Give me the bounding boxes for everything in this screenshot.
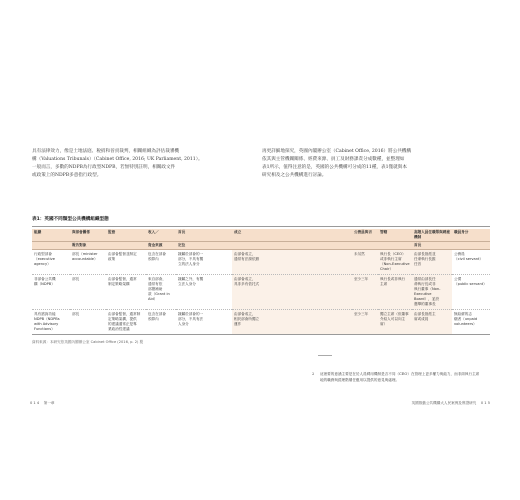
left-paragraph: [32, 148, 250, 180]
footnote-rule: [318, 355, 332, 356]
table-row: [32, 275, 490, 310]
left-paragraph-line: 一般而言，多數的NDPB為行政型NDPB，若無特別註明，相關政文件: [32, 165, 176, 170]
cell-organization: 行政型部會 （executive agency）: [32, 250, 70, 275]
header-management: 管轄: [378, 229, 412, 242]
table-source-note: 資料來源：本研究依英國內閣辦公室 Cabinet Office (2016, p. 2) 製: [32, 340, 144, 344]
right-paragraph: [262, 148, 488, 180]
left-paragraph-line: 或政策上的NDPB多意指行政型。: [32, 173, 102, 178]
table-subheader-row: [32, 242, 490, 250]
cell-funding: 包含在部會 預算內: [146, 310, 176, 335]
table-title: 表1：英國不同類型公共機構組織型態: [32, 217, 109, 222]
subheader-funding-source: 資金來源: [146, 242, 176, 250]
cell-establishment: 由部會成立， 具非多有依托式: [232, 275, 352, 310]
left-page-number: 0 1 4: [30, 401, 40, 405]
cell-position: 隸屬於部會的一 部分，不具有獨 立的法人身分: [176, 250, 232, 275]
table-row: [32, 310, 490, 335]
cell-staff-status: 公僕 （public servant）: [452, 275, 490, 310]
header-organization: 組織: [32, 229, 70, 242]
cell-organization: 非部會公共機 構（NDPB）: [32, 275, 70, 310]
cell-oversight: 由部會監督，通常 制定策略架構: [106, 275, 146, 310]
cell-position: 隸屬之外，有獨 立法人身分: [176, 275, 232, 310]
cell-senior-staff: 通常由部長任 命執行長或非 執行董事（Non- Executive Board），並設 選舉的董事長: [412, 275, 452, 310]
cell-establishment: 由部會成立， 通常有法源依據: [232, 250, 352, 275]
left-paragraph-line: 具有法律效力，像是土地法庭、稅捐和晉貢裁判，相關組織為評估裁審機: [32, 149, 180, 154]
right-paragraph-line: 依其與主管機關關係、經費來源、員工及財務課責分成數種，並整理如: [262, 157, 405, 162]
right-paragraph-line: 再更詳細地探究，英國內閣辦公室（Cabinet Office, 2016）將公共機構: [262, 149, 412, 154]
cell-senior-staff: 由部長指派並 任命執行長擔 任首: [412, 250, 452, 275]
subheader-position: 定位: [176, 242, 232, 250]
right-paragraph-line: 表1所示，值得注意的是，英國的公共機構可分成的11種，表1僅就與本: [262, 165, 407, 170]
table-row: [32, 250, 490, 275]
cell-report-to: 部長（minister accountable）: [70, 250, 106, 275]
footnote-line: 地的職務與經理階層任應用以提供的意見與處理。: [320, 378, 400, 382]
footnote-line: 這裡要的意涵主要是在於人員聘用機制是否不同（CEO）在管理上更多權力與能力，而非兩執行主席: [320, 372, 480, 376]
header-civil-servant: 公務員與否: [352, 229, 378, 242]
cell-position: 隸屬於部會的一 部分，不具有法 人身分: [176, 310, 232, 335]
left-chapter-label: 第一章: [43, 401, 55, 405]
cell-report-to: 部長: [70, 310, 106, 335]
cell-staff-status: 公務員 （civil servant）: [452, 250, 490, 275]
right-page-number: 0 1 5: [480, 401, 490, 405]
cell-organization: 具有諮詢功能 NDPB（NDPBs with Advisory Functions）: [32, 310, 70, 335]
header-revenue: 收入／: [146, 229, 176, 242]
subheader-report-to: 報告對象: [70, 242, 106, 250]
table-top-rule: [32, 226, 490, 227]
public-bodies-table: [32, 229, 490, 335]
cell-civil-servant: 未另然: [352, 250, 378, 275]
table-header-row: [32, 229, 490, 242]
cell-management: 獨立主席（但董事 介紹人可以向主 席）: [378, 310, 412, 335]
cell-funding: 包含在部會 預算內: [146, 250, 176, 275]
cell-civil-servant: 至少三年: [352, 310, 378, 335]
cell-management: 執行長或非執行 主席: [378, 275, 412, 310]
left-folio: [30, 401, 55, 406]
header-relationship: 與部會關係: [70, 229, 106, 242]
cell-civil-servant: 至少三年: [352, 275, 378, 310]
left-paragraph-line: 構（Valuations Tribunals）（Cabinet Office, 2016; UK Parliament, 2011）。: [32, 157, 203, 162]
cell-staff-status: 無給薪的志 願者（unpaid volunteers）: [452, 310, 490, 335]
header-senior-staff: 高階人員任職單與聘雇機制: [412, 229, 452, 242]
header-head: 首長: [176, 229, 232, 242]
header-staff-status: 職員身分: [452, 229, 490, 242]
footnote: [312, 371, 490, 383]
cell-senior-staff: 由部長指派主 席或成員: [412, 310, 452, 335]
cell-establishment: 由部會成立， 相於部會所獨立 運作: [232, 310, 352, 335]
right-running-head: 英國推動公共機構大人民案例及實證研究: [411, 401, 477, 405]
header-oversight: 監督: [106, 229, 146, 242]
cell-oversight: 由部會監督，通常制 定策略架構，提供 的建議通常正是專 業政治性建議: [106, 310, 146, 335]
header-establishment: 成立: [232, 229, 352, 242]
subheader-head: 首長: [412, 242, 452, 250]
table-bottom-rule: [32, 334, 490, 335]
cell-report-to: 部長: [70, 275, 106, 310]
right-paragraph-line: 研究相及之公共機構進行討論。: [262, 173, 327, 178]
cell-management: 執行長（CEO） 或非執行主席 （Non-Executive Chair）: [378, 250, 412, 275]
right-folio: [412, 401, 490, 406]
cell-oversight: 由部會監督並制定 政策: [106, 250, 146, 275]
cell-funding: 來自部會， 通常有依 部撥補助 款（Grant in Aid）: [146, 275, 176, 310]
footnote-number: 2: [312, 372, 315, 376]
